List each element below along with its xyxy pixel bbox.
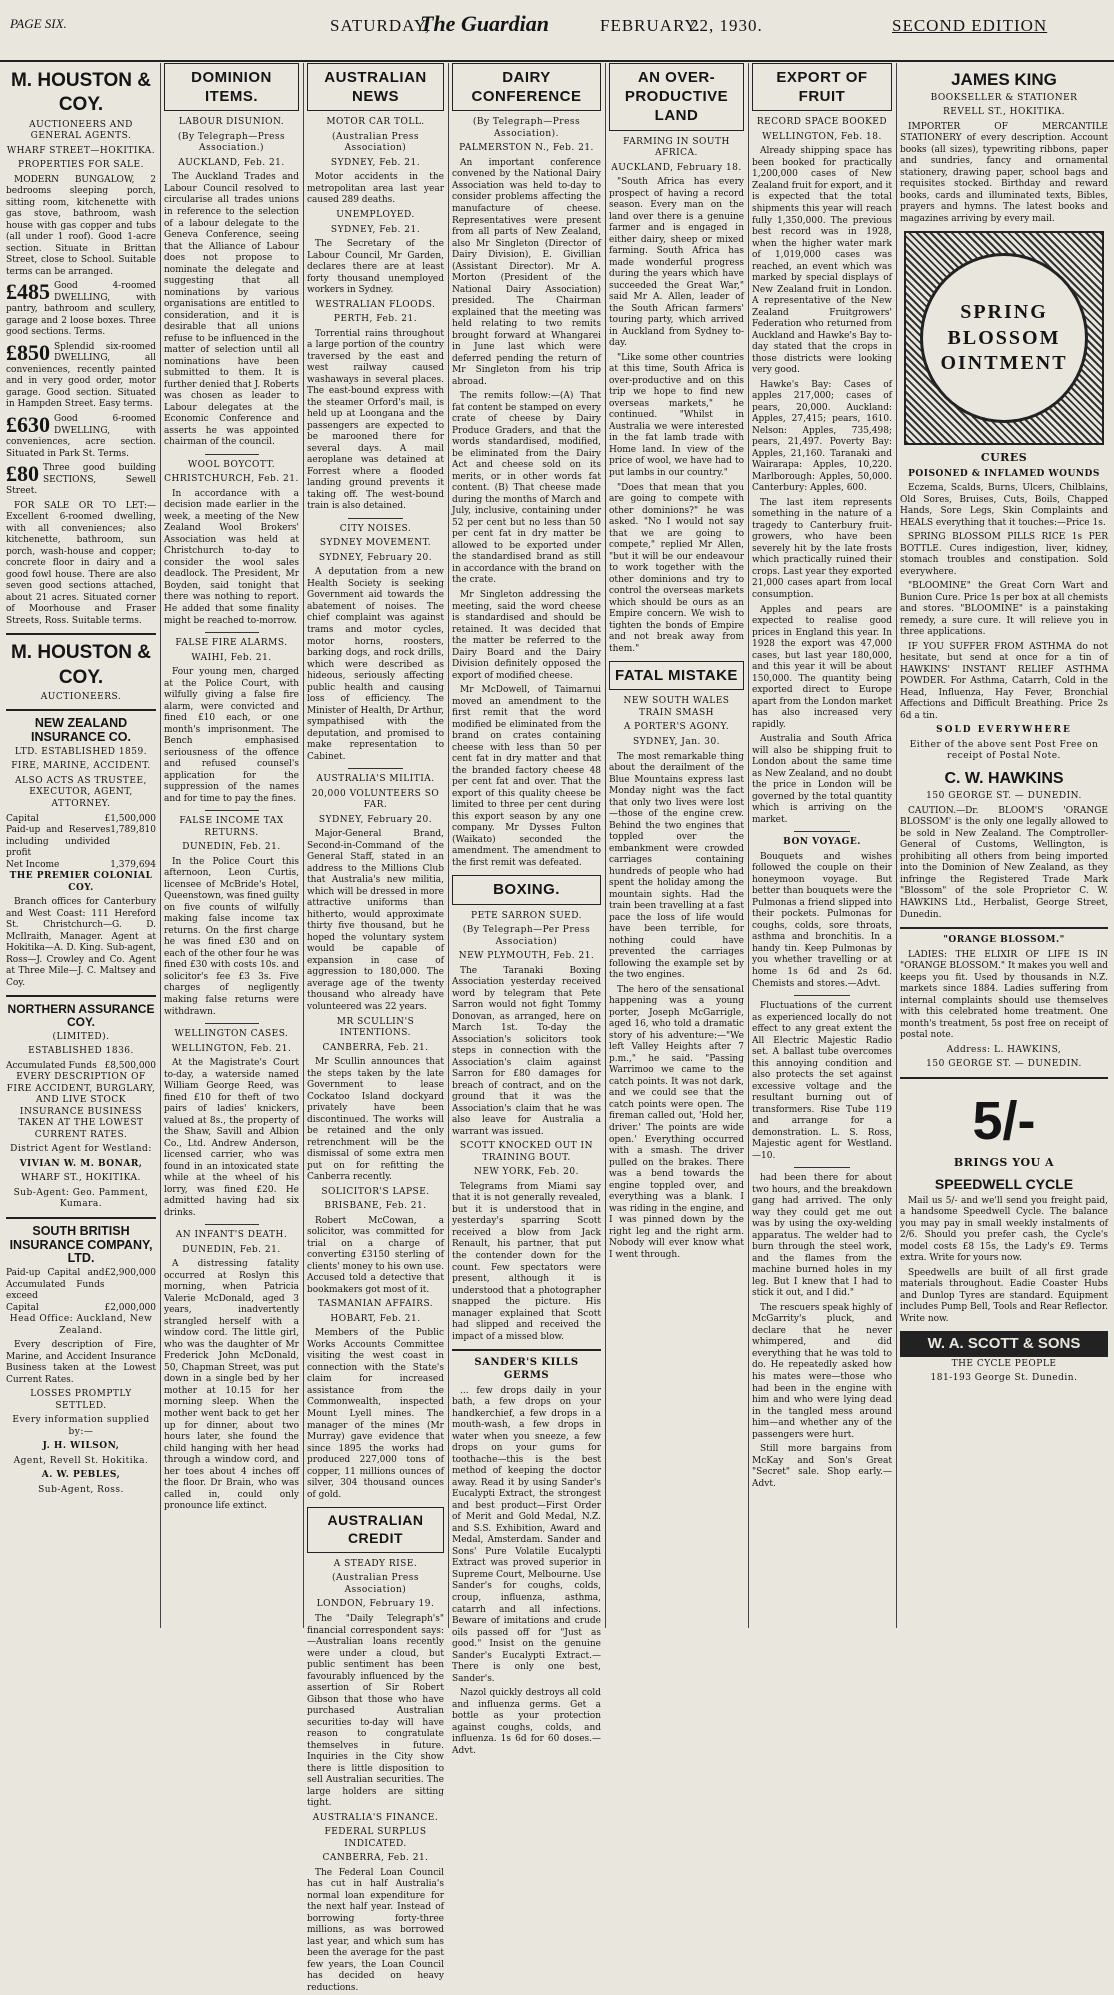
scott-sons-subtitle: THE CYCLE PEOPLE	[951, 1358, 1057, 1369]
ladies-ad: LADIES: THE ELIXIR OF LIFE IS IN "ORANGE BLOSSOM." It makes you well and keeps you fit. Used by thousands in N.Z. markets since 1884. Ladies suffering from internal complaints should use themselves with this celebrated home treatment. One month's treatment, 5s post free on receipt of postal note.	[900, 949, 1108, 1041]
agent-wilson: J. H. WILSON,	[42, 1441, 120, 1452]
listing-text: Three good building SECTIONS, Sewell Street.	[6, 463, 156, 497]
article-subhead: FEDERAL SURPLUS INDICATED.	[324, 1827, 427, 1849]
australian-credit-heading: AUSTRALIAN CREDIT	[307, 1507, 444, 1553]
nz-insurance-lines: FIRE, MARINE, ACCIDENT.	[11, 761, 151, 772]
article-dateline: NEW YORK, Feb. 20.	[474, 1167, 579, 1178]
article-body: Robert McCowan, a solicitor, was committed for trial on a charge of converting £3150 sterling of clients' money to his own use. Accused told a detective that bookmakers got most of it.	[307, 1215, 444, 1295]
northern-limited: (LIMITED).	[52, 1031, 110, 1042]
article-body: In the Police Court this afternoon, Leon Curtis, licensee of McBride's Hotel, Queenstown, was fined guilty on five counts of wilfully making false income tax returns. On the first charge he was fined £30 and on each of the other four he was fined £30 with costs 10s. and solicitor's fee £3 3s. Five charges of negligently making false returns were withdrawn.	[164, 856, 299, 1017]
column-south-africa	[609, 63, 744, 1628]
boxing-heading: BOXING.	[452, 875, 601, 904]
column-rule	[896, 63, 897, 1628]
article-subhead: SYDNEY MOVEMENT.	[319, 538, 432, 549]
bon-voyage-heading: BON VOYAGE.	[783, 837, 861, 848]
article-body: The Secretary of the Labour Council, Mr Garden, declares there are at least forty thousand unemployed workers in Sydney.	[307, 239, 444, 296]
south-british-title: SOUTH BRITISH INSURANCE COMPANY, LTD.	[9, 1223, 153, 1266]
sb-paid-value: £2,900,000	[104, 1268, 156, 1279]
article-body: A distressing fatality occurred at Roslyn this morning, when Patricia Valerie McDonald, aged 3 years, inadvertently strangled herself with a window cord. The little girl, who was the daughter of Mr Frederick John McDonald, 50, Chapman Street, was put down in a single bed by her mother at 10.15 for her morning sleep. When the mother went back to get her up for dinner, about two hours later, she found the child hanging with her head through a window cord, and her toes about 4 inches off the floor. Dr Brain, who was called in, could only pronounce life extinct.	[164, 1259, 299, 1512]
orange-address-street: 150 GEORGE ST. — DUNEDIN.	[926, 1059, 1082, 1070]
branch-offices: Branch offices for Canterbury and West Coast: 111 Hereford St. Christchurch—G. D. McIlraith, Manager. Agent at Hokitika—A. D. King. Sub-agent, Ross—J. Crowley and Co. Agent at Three Mile—J. C. Maltsey and Coy.	[6, 897, 156, 988]
divider	[452, 1349, 601, 1351]
premier-coy: THE PREMIER COLONIAL COY.	[9, 871, 153, 893]
column-rule	[448, 63, 449, 1628]
article-dateline: PALMERSTON N., Feb. 21.	[459, 143, 594, 154]
article-byline: (By Telegraph—Press Association.)	[177, 131, 286, 154]
article-dateline: LONDON, February 19.	[316, 1599, 435, 1610]
article-body: Telegrams from Miami say that it is not generally revealed, but it is understood that in yesterday's sparring Scott received a blow from Jack Renault, his partner, that put the contender down for the count. Few spectators were present, although it is understood that a photographer snapped the picture. His manager explained that Scott had slipped and received the impact of a missed blow.	[452, 1181, 601, 1342]
cures-list: Eczema, Scalds, Burns, Ulcers, Chilblains, Old Sores, Bruises, Cuts, Boils, Chapped Hands, Sore Legs, Skin Complaints and HEALS everything that it touches:—Price 1s.	[900, 483, 1108, 528]
for-sale-listing: FOR SALE OR TO LET:—Excellent 6-roomed dwelling, with all conveniences; also kitchenette, bathroom, sun porch, wash-house and copper; concrete floor in dairy and a good fowl house. There are also seven good sections attached, about 21 acres. Situated corner of Moorhouse and Fraser Streets, Ross. Suitable terms.	[6, 500, 156, 626]
sb-capital-label: Capital	[6, 1302, 39, 1313]
listing-price: £485	[6, 279, 50, 305]
houston-ad-address: WHARF STREET—HOKITIKA.	[6, 145, 156, 156]
sanders-ad-heading: SANDER'S KILLS GERMS	[474, 1357, 579, 1381]
article-subhead: CITY NOISES.	[339, 523, 412, 534]
column-ads-left	[6, 63, 156, 1628]
column-dairy-conference	[452, 63, 601, 1756]
poisoned-wounds: POISONED & INFLAMED WOUNDS	[908, 468, 1100, 479]
divider	[205, 632, 259, 633]
article-dateline: BRISBANE, Feb. 21.	[324, 1201, 427, 1212]
divider	[205, 454, 259, 455]
article-subhead: WOOL BOYCOTT.	[187, 459, 276, 470]
article-byline: (Australian Press Association)	[332, 1573, 419, 1595]
agent-address: WHARF ST., HOKITIKA.	[21, 1173, 141, 1184]
article-subhead: AUSTRALIA'S MILITIA.	[316, 774, 435, 785]
article-subhead: SOLICITOR'S LAPSE.	[321, 1186, 430, 1197]
sb-paid-label: Paid-up Capital and Accumulated Funds exceed	[6, 1268, 105, 1302]
divider	[205, 810, 259, 811]
article-subhead: 20,000 VOLUNTEERS SO FAR.	[311, 788, 440, 811]
article-dateline: DUNEDIN, Feb. 21.	[182, 842, 281, 853]
article-subhead: FALSE INCOME TAX RETURNS.	[179, 816, 284, 838]
paidup-label: Paid-up and Reserves including undivided profit	[6, 825, 111, 859]
article-body: The most remarkable thing about the derailment of the Blue Mountains express last Monday night was the fact that only two lives were lost—those of the engine crew. Behind the two engines that toppled over the embankment were crowded carriages containing hundreds of people who had spent the holiday among the mountain sights. Had the train been travelling at a fast pace the loss of life would have been terrible, for nothing could have prevented the carriages following the example set by the two engines.	[609, 751, 744, 981]
james-king-title: JAMES KING	[951, 70, 1057, 89]
scott-sons-title: W. A. SCOTT & SONS	[900, 1331, 1108, 1356]
article-dateline: SYDNEY, Feb. 21.	[330, 157, 421, 168]
edition-label: SECOND EDITION	[892, 16, 1048, 35]
article-dateline: AUCKLAND, February 18.	[611, 162, 742, 173]
article-body: "Like some other countries at this time, South Africa is over-productive and on this trip we hope to find new overseas markets," he continued. "Whilst in Australia we were interested in the fat lamb trade with Home land. In view of the price of wool, we have had to put lambs in our country."	[609, 352, 744, 478]
article-dateline: SYDNEY, February 20.	[318, 552, 433, 563]
article-body: The Taranaki Boxing Association yesterday received word by telegram that Pete Sarron would not fight Tommy Donovan, as arranged, here on March 1st. To-day the Association's solicitors took steps in connection with the Association's claim against Sarron for £80 damages for breach of contract, and on the ground that it was the Association's claim that he was also leave for Australia a warrant was issued.	[452, 965, 601, 1137]
article-dateline: WELLINGTON, Feb. 21.	[171, 1043, 292, 1054]
speedwell-body: Mail us 5/- and we'll send you freight paid, a handsome Speedwell Cycle. The balance you may pay in small weekly instalments of 2/6. Should you prefer cash, the Cycle's model costs £8 15s, the Lady's £9. Terms extra. Write for yours now.	[900, 1195, 1108, 1264]
article-body: Mr Scullin announces that the steps taken by the late Government to lease Cockatoo Island dockyard privately have been discontinued. The works will be retained and the only retrenchment will be the dismissal of some extra men put on for refitting the Canberra recently.	[307, 1057, 444, 1183]
capital-value: £1,500,000	[104, 813, 156, 824]
article-body: Mr Singleton addressing the meeting, said the word cheese is standardised and should be retained. It was decided that the matter be referred to the Dairy Board and the Dairy Division definitely opposed the export of modified cheese.	[452, 590, 601, 681]
five-shillings-price: 5/-	[972, 1090, 1036, 1151]
article-subhead: A STEADY RISE.	[333, 1558, 418, 1569]
article-dateline: WELLINGTON, Feb. 18.	[762, 131, 882, 142]
article-subhead: TASMANIAN AFFAIRS.	[317, 1299, 434, 1310]
district-agent-label: District Agent for Westland:	[10, 1144, 152, 1155]
sub-agent: Sub-Agent: Geo. Pamment, Kumara.	[13, 1187, 149, 1210]
divider	[900, 927, 1108, 929]
spring-blossom-pills: SPRING BLOSSOM PILLS RICE 1s PER BOTTLE. Cures indigestion, liver, kidney, stomach troubles and constipation. Sold everywhere.	[900, 532, 1108, 577]
article-subhead: PETE SARRON SUED.	[471, 910, 582, 921]
dairy-conference-heading: DAIRY CONFERENCE	[452, 63, 601, 111]
article-dateline: PERTH, Feb. 21.	[333, 314, 418, 325]
column-dominion-items	[164, 63, 299, 1628]
article-subhead: AN INFANT'S DEATH.	[175, 1230, 288, 1241]
asthma-ad: IF YOU SUFFER FROM ASTHMA do not hesitate, but send at once for a tin of HAWKINS' INSTANT RELIEF ASTHMA POWDER. For Asthma, Catarrh, Cold in the Head, Influenza, Hay Fever, Bronchial Affections and Difficult Breathing. Price 2s 6d a tin.	[900, 641, 1108, 721]
newspaper-title: The Guardian	[420, 11, 549, 36]
article-body: Already shipping space has been booked for practically 1,200,000 cases of New Zealand fruit for export, and it is expected that the total shipments this year will reach fully 1,350,000. The previous best record was in 1928, when the higher water mark of 1,019,000 cases was reached, an event which was marked by special displays of New Zealand fruit in London. A representative of the New Zealand Fruitgrowers' Federation who returned from Auckland and Hawke's Bay to-day stated that the crops in those districts were looking very good.	[752, 146, 892, 376]
listing-price: £80	[6, 461, 39, 487]
column-rule	[605, 63, 606, 1628]
article-body: Major-General Brand, Second-in-Command of the General Staff, stated in an address to the Millions Club that Australia's new militia, which will be dressed in more attractive uniforms than hitherto, would approximate thirty five thousand, but he hoped the voluntary system would be capable of expansion in case of aggression to 180,000. The average age of the twenty thousand who already have volunteered was 22 years.	[307, 829, 444, 1012]
article-body: A deputation from a new Health Society is seeking Government aid towards the abatement of noises. The chief complaint was against trams and motor cycles, motor horns, roosters, barking dogs, and rock drills, which were described as hideous, seriously affecting public health and causing loss of efficiency. The Minister of Health, Dr Arthur, sympathised with the deputation, and promised to make representation to Cabinet.	[307, 567, 444, 762]
info-supplied: Every information supplied by:—	[12, 1415, 150, 1437]
divider	[794, 1167, 850, 1168]
article-dateline: CANBERRA, Feb. 21.	[322, 1042, 429, 1053]
divider	[205, 1224, 259, 1225]
article-body: Members of the Public Works Accounts Committee visiting the west coast in connection with the State's claim for increased assistance from the Commonwealth, inspected Mount Lyell mines. The manager of the mines (Mr Murray) gave evidence that since 1895 the works had produced 227,000 tons of copper, 11 millions ounces of silver, 304 thousand ounces of gold.	[307, 1328, 444, 1500]
article-dateline: CHRISTCHURCH, Feb. 21.	[164, 474, 299, 485]
divider	[794, 831, 850, 832]
export-fruit-heading: EXPORT OF FRUIT	[752, 63, 892, 111]
article-byline: (Australian Press Association)	[332, 131, 419, 154]
sb-every: Every description of Fire, Marine, and Accident Insurance Business taken at the Lowest Current Rates.	[6, 1340, 156, 1385]
divider	[794, 995, 850, 996]
listing-text: Good 4-roomed DWELLING, with pantry, bathroom and scullery, garage and 2 loose boxes. Three good sections. Terms.	[6, 281, 156, 338]
article-subhead: FARMING IN SOUTH AFRICA.	[623, 136, 730, 159]
article-body: Motor accidents in the metropolitan area last year caused 289 deaths.	[307, 172, 444, 206]
article-body: Hawke's Bay: Cases of apples 217,000; cases of pears, 20,000. Auckland: Apples, 27,415; pears, 1610. Nelson: Apples, 735,498; pears, 21,497. Poverty Bay: Apples, 21,160. Taranaki and Wairarapa: Apples, 10,220. Marlborough: Apples, 50,000. Canterbury: Apples, 600.	[752, 379, 892, 494]
nz-insurance-trustee: ALSO ACTS AS TRUSTEE, EXECUTOR, AGENT, ATTORNEY.	[15, 775, 147, 809]
article-dateline: HOBART, Feb. 21.	[330, 1313, 421, 1324]
northern-assurance-title: NORTHERN ASSURANCE COY.	[7, 1002, 155, 1030]
radio-notice: Fluctuations of the current as experienced locally do not effect to any great extent the All Electric Majestic Radio set. A ballast tube overcomes this annoying condition and also protects the set against excessive voltage and the resultant burning out of transformers. Rise Tube 119 and arrange for a demonstration. L. S. Ross, Majestic agent for Westland.—10.	[752, 1001, 892, 1161]
article-body: Torrential rains throughout a large portion of the country traversed by the east and west railway caused washaways in several places. The east-bound express with the steamer Orford's mail, is held up at Loongana and the passengers are expected to be marooned there for several days. A mail aeroplane was detained at Forrest where a flooded landing ground prevents it taking off. The west-bound train is also detained.	[307, 328, 444, 512]
caution-notice: CAUTION.—Dr. BLOOM'S 'ORANGE BLOSSOM' is the only one legally allowed to be sold in New Zealand. The Comptroller-General of Customs, Wellington, is prohibiting all others from being imported into the Dominion of New Zealand, as they infringe the Registered Trade Mark "Blossom" of the sole Proprietor C. W. HAWKINS Ltd., Herbalist, George Street, Dunedin.	[900, 805, 1108, 920]
houston-ad-subtitle: AUCTIONEERS.	[40, 691, 122, 702]
article-subhead: LABOUR DISUNION.	[178, 117, 285, 128]
article-body: The last item represents something in the nature of a tragedy to Canterbury fruit-growers, who have been severely hit by the late frosts which practically ruined their crops. Last year they exported 21,000 cases apart from local consumption.	[752, 497, 892, 600]
issue-month: FEBRUARY.	[600, 16, 701, 35]
speedwell-specs: Speedwells are built of all first grade materials throughout. Eadie Coaster Hubs and Dunlop Tyres are standard. Equipment includes Pump Bell, Tools and Rear Reflector. Write now.	[900, 1267, 1108, 1324]
divider	[6, 633, 156, 635]
james-king-body: IMPORTER OF MERCANTILE STATIONERY of every description. Account books (all sizes), typewriting ribbons, paper and sundries, fancy and ornamental stationery, drawing paper, school bags and requisites stocked. Birthday and reward books, cards and illuminated texts, Bibles, prayers and hymns. The latest books and magazines arriving by every mail.	[900, 121, 1108, 224]
article-body: The hero of the sensational happening was a young porter, Joseph McGarrigle, aged 16, who told a dramatic story of his adventure:—"We left Valley Heights after 7 p.m.," he said. "Passing Warrimoo we came to the catch points. It was not dark, and we could see that the catch points were open. The fireman called out, 'Hold her, driver.' The points are wide open.' Everything occurred with a smash. The driver pulled on the brakes. There was a bend towards the engine toppled over, and everything was a blank. I was riding in the engine, and I was pinned down by the right leg and the right arm. Nobody will ever know what I went through.	[609, 984, 744, 1260]
dominion-items-heading: DOMINION ITEMS.	[164, 63, 299, 111]
houston-ad-subtitle: AUCTIONEERS AND GENERAL AGENTS.	[29, 119, 133, 142]
article-subhead: MOTOR CAR TOLL.	[326, 117, 425, 128]
article-body: The rescuers speak highly of McGarrity's pluck, and declare that he never whimpered, and did everything that he was told to do. He repeatedly asked how his mates were—those who had been in the engine with him and who were lying dead in the tangled mess around him—and whether any of the passengers were hurt.	[752, 1302, 892, 1440]
scott-sons-address: 181-193 George St. Dunedin.	[930, 1373, 1078, 1384]
listing-text: Good 6-roomed DWELLING, with conveniences, acre section. Situated in Park St. Terms.	[6, 414, 156, 459]
issue-day: SATURDAY,	[330, 16, 431, 35]
article-body: "South Africa has every prospect of having a record season. Every man on the land over there is a genuine farmer and is engaged in either dairy, sheep or mixed farming. South Africa has made wonderful progress during the years which have succeeded the Great War," said Mr A. Allen, leader of the South African farmers' touring party, which arrived in Auckland from Sydney to-day.	[609, 177, 744, 349]
article-subhead: MR SCULLIN'S INTENTIONS.	[336, 1016, 415, 1039]
article-subhead: UNEMPLOYED.	[336, 209, 415, 220]
hawkins-title: C. W. HAWKINS	[944, 769, 1064, 787]
post-free-note: Either of the above sent Post Free on receipt of Postal Note.	[909, 739, 1099, 762]
article-body: Mr McDowell, of Taimarnui moved an amendment to the first remit that the word modified be eliminated from the brand on crates containing cheese with less than 50 per cent fat in dry matter and that the branded factory cheese 48 per cent fat and over. That the export of this quality cheese be limited to three per cent during this export season by any one company. Mr Dysses Fulton (Waikato) seconded the amendment. The amendment to the first remit was defeated.	[452, 685, 601, 868]
brings-you-a: BRINGS YOU A	[953, 1155, 1055, 1169]
column-rule	[748, 63, 749, 1628]
column-australian-news	[307, 63, 444, 1993]
sb-capital-value: £2,000,000	[104, 1302, 156, 1313]
houston-ad-title: M. HOUSTON & COY.	[10, 642, 152, 688]
article-body: The Auckland Trades and Labour Council resolved to circularise all trades unions in reference to the selection of a labour delegate to the Geneva Conference, seeing that the Alliance of Labour does not propose to nominate the delegate and suggesting that all nominations by various organisations are entitled to consideration, and it is desirable that all unions refuse to be influenced in the matter of selection until all nominations have been submitted to them. It is further denied that J. Roberts was chosen as leader to Labour delegates at the Economic Conference and asserts he was appointed chairman of the council.	[164, 172, 299, 448]
nz-insurance-title: NEW ZEALAND INSURANCE CO.	[30, 716, 131, 745]
paidup-value: 1,789,810	[110, 825, 156, 836]
article-subhead: SCOTT KNOCKED OUT IN TRAINING BOUT.	[460, 1141, 593, 1163]
funds-value: £8,500,000	[104, 1060, 156, 1071]
article-dateline: SYDNEY, February 20.	[318, 814, 433, 825]
agent-peebles: A. W. PEBLES,	[41, 1470, 121, 1481]
article-body: Apples and pears are expected to realise good prices in England this year. In 1928 the export was 47,000 cases, but last year 180,000, and this year it will be about 150,000. The quantity being exported direct to Europe apart from the London market has also increased very rapidly.	[752, 604, 892, 730]
james-king-address: REVELL ST., HOKITIKA.	[943, 107, 1065, 118]
australian-news-heading: AUSTRALIAN NEWS	[307, 63, 444, 111]
article-dateline: SYDNEY, Feb. 21.	[330, 224, 421, 235]
article-subhead: NEW SOUTH WALES TRAIN SMASH	[623, 696, 730, 718]
speedwell-cycle-title: SPEEDWELL CYCLE	[934, 1175, 1074, 1192]
article-dateline: WAIHI, Feb. 21.	[191, 652, 272, 663]
listing-text: Splendid six-roomed DWELLING, all conveniences, recently painted and in very good order, motor garage. Good section. Situated in Hampden Street. Easy terms.	[6, 341, 156, 410]
spring-blossom-illustration	[904, 231, 1104, 445]
head-office: Head Office: Auckland, New Zealand.	[9, 1314, 153, 1336]
nz-insurance-established: LTD. ESTABLISHED 1859.	[14, 746, 148, 757]
sanders-ad-body: ... few drops daily in your bath, a few drops on your handkerchief, a few drops in a mouth-wash, a few drops in water when you sneeze, a few drops on your gums for toothache—this is the best method of keeping the doctor away. Read it by using Sander's Eucalypti Extract, the strongest and best product—First Order of Merit and Gold Medal, N.Z. and S.S. Exhibition, Award and Medal, Amsterdam. Sander and Sons' Pure Volatile Eucalypti Extract was proved superior in Supreme Court, Melbourne. Use Sander's for coughs, colds, croup, influenza, asthma, catarrh and all infections. Beware of imitations and crude oils passed off for "Just as good." Insist on the genuine Sander's Eucalypti Extract.—There is only one best, Sander's.	[452, 1385, 601, 1684]
divider	[6, 709, 156, 711]
issue-date: 22, 1930.	[690, 16, 763, 35]
masthead	[0, 0, 1114, 62]
column-rule	[160, 63, 161, 1628]
article-dateline: AUCKLAND, Feb. 21.	[178, 157, 285, 168]
column-export-fruit	[752, 63, 892, 1628]
divider	[6, 1217, 156, 1219]
article-body: The Federal Loan Council has cut in half Australia's normal loan expenditure for the next half year. Instead of borrowing forty-three millions, as was borrowed last year, and which sum has been the average for the past few years, the Loan Council has decided on heavy reductions.	[307, 1867, 444, 1993]
article-body: At the Magistrate's Court to-day, a waterside named William George Reed, was fined £10 for theft of two pairs of ladies' knickers, valued at 8s., the property of the Shaw, Savill and Albion Co., Ltd. Andrew Anderson, licensed carrier, who was found in an intoxicated state while at the wheel of his lorry, was fined £20. He admitted having had six drinks.	[164, 1058, 299, 1218]
capital-label: Capital	[6, 813, 39, 824]
bon-voyage-body: Bouquets and wishes followed the couple on their honeymoon voyage. But better than bouquets were the Pulmonas a friend slipped into their pockets. Pulmonas for coughs, colds, sore throats, asthma and bronchitis. In a handy tin. Keep Pulmonas by you whether travelling or at home 1s 6d and 2s 6d. Chemists and stores.—Advt.	[752, 851, 892, 989]
income-value: 1,379,694	[110, 859, 156, 870]
james-king-subtitle: BOOKSELLER & STATIONER	[930, 92, 1078, 103]
income-label: Net Income	[6, 859, 60, 870]
article-subhead: RECORD SPACE BOOKED	[756, 117, 888, 128]
spring-blossom-pic-text: SPRING BLOSSOM OINTMENT	[940, 301, 1068, 375]
listing-price: £850	[6, 339, 50, 365]
article-subhead: WESTRALIAN FLOODS.	[315, 299, 436, 310]
divider	[6, 995, 156, 997]
article-subhead: WELLINGTON CASES.	[174, 1029, 289, 1040]
over-productive-heading: AN OVER-PRODUCTIVE LAND	[609, 63, 744, 131]
article-body: In accordance with a decision made earlier in the week, a meeting of the New Zealand Wool Brokers' Association was held at Christchurch to-day to consider the wool sales deadlock. The President, Mr Boyden, said tonight that there was nothing to report. He added that some finality might be reached to-morrow.	[164, 488, 299, 626]
article-subhead: A PORTER'S AGONY.	[623, 722, 730, 733]
article-body: Australia and South Africa will also be shipping fruit to London about the same time as New Zealand, and no doubt the price in London will be governed by the total quantity which is arriving on the market.	[752, 734, 892, 825]
column-rule	[303, 63, 304, 1628]
article-byline: (By Telegraph—Press Association).	[472, 117, 581, 139]
article-body: "Does that mean that you are going to compete with other dominions?" he was asked. "No I would not say that we are going to compete," replied Mr Allen, "but it will be our endeavour to work together with the other dominions and try to control the overseas markets which should be ours as an Empire concern. We wish to tighten the bonds of Empire and not break away from them."	[609, 482, 744, 654]
houston-ad-title: M. HOUSTON & COY.	[10, 70, 152, 116]
bungalow-listing: MODERN BUNGALOW, 2 bedrooms sleeping porch, sitting room, kitchenette with gas stove, bathroom, wash house with gas copper and tubs (all under 1 roof). Good 1-acre section. Situate in Brittan Street, close to School. Suitable terms can be arranged.	[6, 174, 156, 277]
divider	[348, 518, 403, 519]
sale-notice: Still more bargains from McKay and Son's Great "Secret" sale. Shop early.—Advt.	[752, 1444, 892, 1489]
northern-established: ESTABLISHED 1836.	[28, 1046, 134, 1057]
sold-everywhere: SOLD EVERYWHERE	[936, 725, 1072, 736]
page-number: PAGE SIX.	[10, 16, 67, 31]
agent-wilson-role: Agent, Revell St. Hokitika.	[13, 1455, 149, 1466]
article-dateline: SYDNEY, Jan. 30.	[632, 736, 721, 747]
article-body: The remits follow:—(A) That fat content be stamped on every crate of cheese by Dairy Produce Graders, and that the words standardised, modified, be eliminated from the Dairy Act and cheese sold on its merits, or in other words fat content. (B) That cheese made during the months of March and July, inclusive, containing under 52 per cent but no less than 50 per cent fat in dry matter be allowed to be exported under the standardised brand as still in accordance with the brand on the crate.	[452, 391, 601, 586]
cures-heading: CURES	[980, 451, 1028, 465]
article-dateline: CANBERRA, Feb. 21.	[322, 1853, 429, 1864]
article-subhead: FALSE FIRE ALARMS.	[175, 638, 288, 649]
article-subhead: AUSTRALIA'S FINANCE.	[312, 1812, 439, 1823]
article-body: An important conference convened by the National Dairy Association was held to-day to consider problems affecting the manufacture of cheese. Representatives were present from all parts of New Zealand, also Mr Singleton (Director of Dairy Division), E. Givillian (Assistant Director). Mr A. Morton (President of the National Dairy Association) presided. The Chairman explained that the meeting was held relating to two remits brought forward at Whangarei in June last which were deferred pending the return of Mr Singleton from his trip abroad.	[452, 157, 601, 387]
funds-label: Accumulated Funds	[6, 1060, 97, 1071]
hawkins-address: 150 GEORGE ST. — DUNEDIN.	[926, 791, 1082, 802]
divider	[348, 768, 403, 769]
losses-settled: LOSSES PROMPTLY SETTLED.	[30, 1389, 132, 1411]
orange-address: Address: L. HAWKINS,	[946, 1044, 1062, 1055]
article-byline: (By Telegraph—Per Press Association)	[462, 925, 591, 947]
article-body: had been there for about two hours, and the breakdown gang had arrived. The only way they could get me out was by using the oxy-welding apparatus. The welder had to burn through the steel work, and the flames from the machine burned holes in my leg. But I knew that I had to stick it out, and I did."	[752, 1173, 892, 1299]
divider	[900, 1077, 1108, 1079]
agent-name: VIVIAN W. M. BONAR,	[19, 1158, 143, 1169]
article-dateline: NEW PLYMOUTH, Feb. 21.	[458, 951, 595, 962]
nazol-ad: Nazol quickly destroys all cold and influenza germs. Get a bottle as your protection against coughs, colds, and influenza. 1s 6d for 60 doses.—Advt.	[452, 1688, 601, 1756]
divider	[205, 1023, 259, 1024]
bloomine-ad: "BLOOMINE" the Great Corn Wart and Bunion Cure. Price 1s per box at all chemists and stores. "BLOOMINE" is a painstaking remedy, a sure cure. It will relieve you in three applications.	[900, 581, 1108, 638]
agent-peebles-role: Sub-Agent, Ross.	[38, 1484, 124, 1495]
article-body: Four young men, charged at the Police Court, with wilfully giving a false fire alarm, were convicted and fined £10 each, or one month's imprisonment. The Bench emphasised seriousness of the offence and refused counsel's application for the suppression of the names and for time to pay the fines.	[164, 667, 299, 804]
article-body: The "Daily Telegraph's" financial correspondent says:—Australian loans recently were under a cloud, but public sentiment has been favourably influenced by the assertion of Sir Robert Gibson that those who have purchased Australian securities to-day will have reason to congratulate themselves in future. Inquiries in the City show there is little disposition to sell Australian securities. The large holders are sitting tight.	[307, 1614, 444, 1809]
article-dateline: DUNEDIN, Feb. 21.	[182, 1244, 281, 1255]
northern-every: EVERY DESCRIPTION OF FIRE ACCIDENT, BURGLARY, AND LIVE STOCK INSURANCE BUSINESS TAKEN AT THE LOWEST CURRENT RATES.	[6, 1072, 156, 1140]
column-ads-right	[900, 63, 1108, 1628]
properties-heading: PROPERTIES FOR SALE.	[18, 160, 144, 171]
fatal-mistake-heading: FATAL MISTAKE	[609, 661, 744, 690]
listing-price: £630	[6, 412, 50, 437]
orange-blossom-heading: "ORANGE BLOSSOM."	[943, 935, 1065, 946]
